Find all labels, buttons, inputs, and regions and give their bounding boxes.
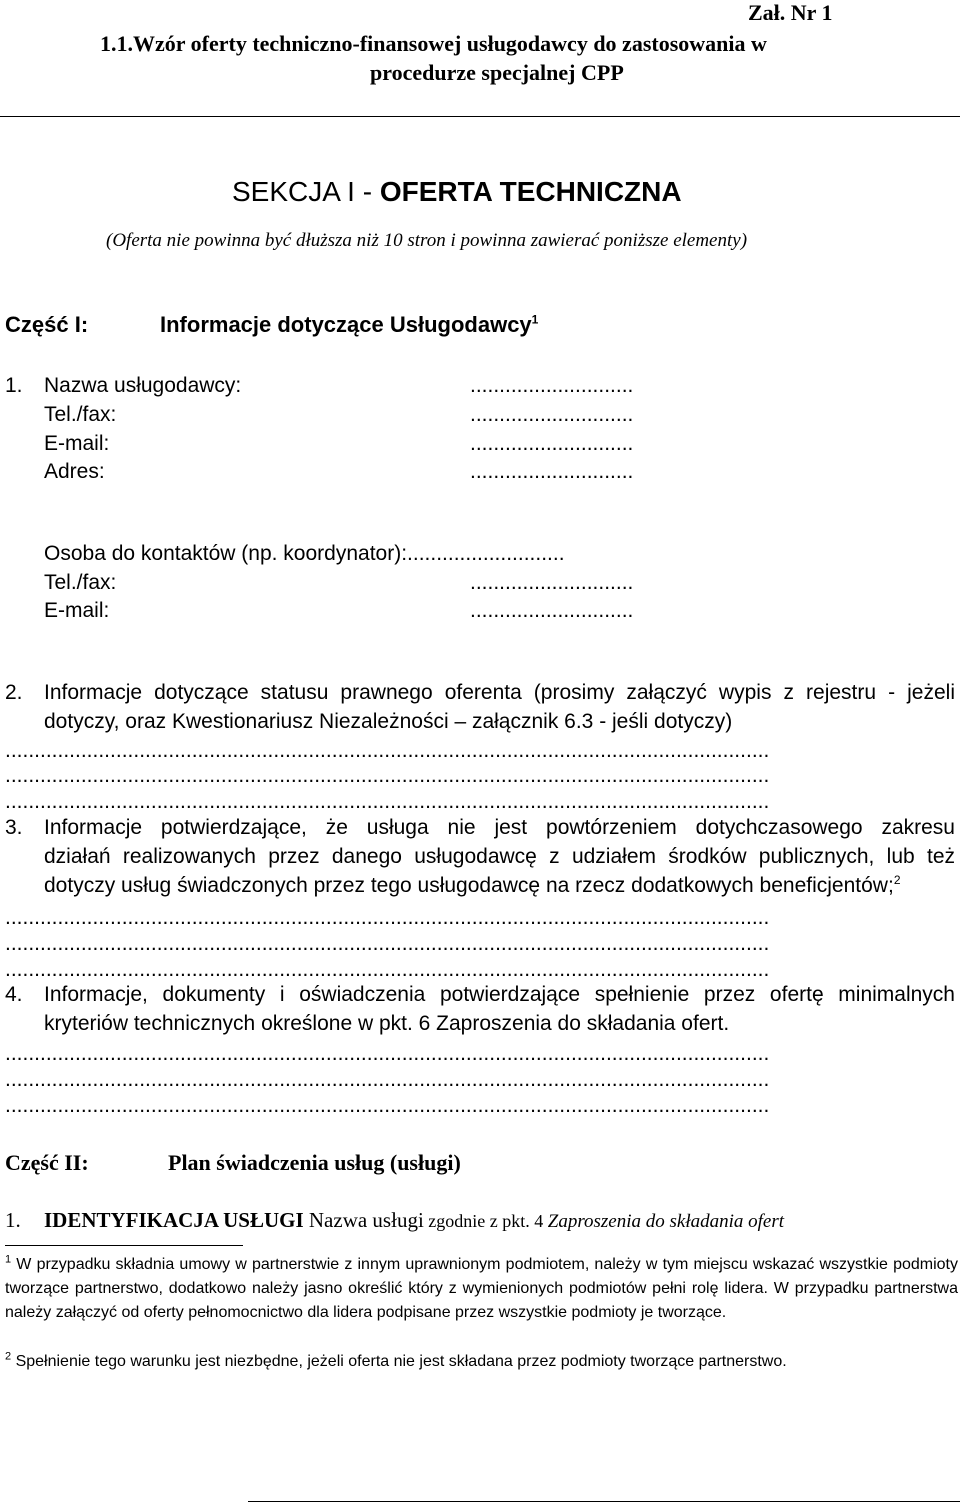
answer-line[interactable]: ................................................................................................................................... xyxy=(5,906,770,929)
item3-number: 3. xyxy=(5,816,23,839)
footnote-divider xyxy=(5,1245,243,1246)
footnote-2-text: Spełnienie tego warunku jest niezbędne, jeżeli oferta nie jest składana przez podmioty tworzące partnerstwo. xyxy=(15,1353,787,1370)
contact-value[interactable]: ........................... xyxy=(407,542,565,565)
field-value-telfax[interactable]: ............................ xyxy=(470,403,634,426)
part1-title xyxy=(160,311,538,339)
field-value-name[interactable]: ............................ xyxy=(470,374,634,397)
service-reference: zgodnie z pkt. 4 xyxy=(423,1211,548,1231)
document-title-line2: procedurze specjalnej CPP xyxy=(370,60,624,85)
field-label-address: Adres: xyxy=(44,460,105,483)
footnote-1-number: 1 xyxy=(5,1253,12,1266)
section-label: SEKCJA I - xyxy=(232,176,380,207)
item3-text-line1: Informacje potwierdzające, że usługa nie jest powtórzeniem dotychczasowego zakresu xyxy=(44,816,955,839)
part1-label: Część I: xyxy=(5,312,89,337)
answer-line[interactable]: ................................................................................................................................... xyxy=(5,790,770,813)
footnote-2-number: 2 xyxy=(5,1350,12,1363)
part2-item1-text xyxy=(44,1207,784,1235)
contact-label xyxy=(44,541,565,567)
answer-line[interactable]: ................................................................................................................................... xyxy=(5,1042,770,1065)
contact-label-telfax: Tel./fax: xyxy=(44,571,117,594)
answer-line[interactable]: ................................................................................................................................... xyxy=(5,764,770,787)
field-label-telfax: Tel./fax: xyxy=(44,403,117,426)
answer-line[interactable]: ................................................................................................................................... xyxy=(5,958,770,981)
part2-item1-number: 1. xyxy=(5,1208,21,1232)
answer-line[interactable]: ................................................................................................................................... xyxy=(5,1068,770,1091)
contact-label-email: E-mail: xyxy=(44,599,110,622)
item2-text-line1: Informacje dotyczące statusu prawnego oferenta (prosimy załączyć wypis z rejestru - jeżeli xyxy=(44,681,955,704)
part2-label: Część II: xyxy=(5,1150,89,1175)
contact-value-telfax[interactable]: ............................ xyxy=(470,571,634,594)
contact-label-text: Osoba do kontaktów (np. koordynator): xyxy=(44,542,408,565)
footnote-ref-2: 2 xyxy=(893,873,901,887)
section-note: (Oferta nie powinna być dłuższa niż 10 stron i powinna zawierać poniższe elementy) xyxy=(106,230,748,251)
part2-item1 xyxy=(5,1207,21,1233)
item4-number: 4. xyxy=(5,983,23,1006)
bottom-divider xyxy=(248,1501,960,1502)
footnote-2 xyxy=(5,1350,958,1374)
item1-number: 1. xyxy=(5,374,23,397)
footnote-1 xyxy=(5,1253,958,1325)
field-value-address[interactable]: ............................ xyxy=(470,460,634,483)
attachment-label: Zał. Nr 1 xyxy=(748,0,833,25)
answer-line[interactable]: ................................................................................................................................... xyxy=(5,1094,770,1117)
item2-number: 2. xyxy=(5,681,23,704)
document-title: 1.1.Wzór oferty techniczno-finansowej usługodawcy do zastosowania w xyxy=(100,31,767,56)
service-name-label: Nazwa usługi xyxy=(303,1208,424,1232)
item2-text-line2: dotyczy, oraz Kwestionariusz Niezależności – załącznik 6.3 - jeśli dotyczy) xyxy=(44,710,733,733)
answer-line[interactable]: ................................................................................................................................... xyxy=(5,739,770,762)
header-divider xyxy=(0,116,960,117)
item3-text-line3-text: dotyczy usług świadczonych przez tego usługodawcę na rzecz dodatkowych beneficjentów; xyxy=(44,874,894,897)
part2-title: Plan świadczenia usług (usługi) xyxy=(168,1150,461,1175)
service-identification-label: IDENTYFIKACJA USŁUGI xyxy=(44,1208,304,1232)
footnote-1-text: W przypadku składnia umowy w partnerstwie z innym uprawnionym podmiotem, należy w tym miejscu wskazać wszystkie podmioty tworzące partnerstwo, dodatkowo należy jasno określić który z wymienionych podmiotów pełni rolę lidera. W przypadku partnerstwa należy załączyć od oferty pełnomocnictwo dla lidera podpisane przez wszystkie podmioty je tworzące. xyxy=(5,1256,958,1321)
answer-line[interactable]: ................................................................................................................................... xyxy=(5,932,770,955)
item3-text-line3 xyxy=(44,873,901,899)
section-heading xyxy=(232,175,682,209)
section-label-bold: OFERTA TECHNICZNA xyxy=(379,176,682,207)
item4-text-line1: Informacje, dokumenty i oświadczenia potwierdzające spełnienie przez ofertę minimalnych xyxy=(44,983,955,1006)
item4-text-line2: kryteriów technicznych określone w pkt. 6 Zaproszenia do składania ofert. xyxy=(44,1012,730,1035)
item3-text-line2: działań realizowanych przez danego usługodawcę z udziałem środków publicznych, lub też xyxy=(44,845,955,868)
field-label-email: E-mail: xyxy=(44,432,110,455)
part1-title-text: Informacje dotyczące Usługodawcy xyxy=(160,312,532,337)
field-value-email[interactable]: ............................ xyxy=(470,432,634,455)
service-reference-doc: Zaproszenia do składania ofert xyxy=(547,1211,785,1232)
footnote-ref-1: 1 xyxy=(531,312,539,327)
field-label-name: Nazwa usługodawcy: xyxy=(44,374,242,397)
contact-value-email[interactable]: ............................ xyxy=(470,599,634,622)
